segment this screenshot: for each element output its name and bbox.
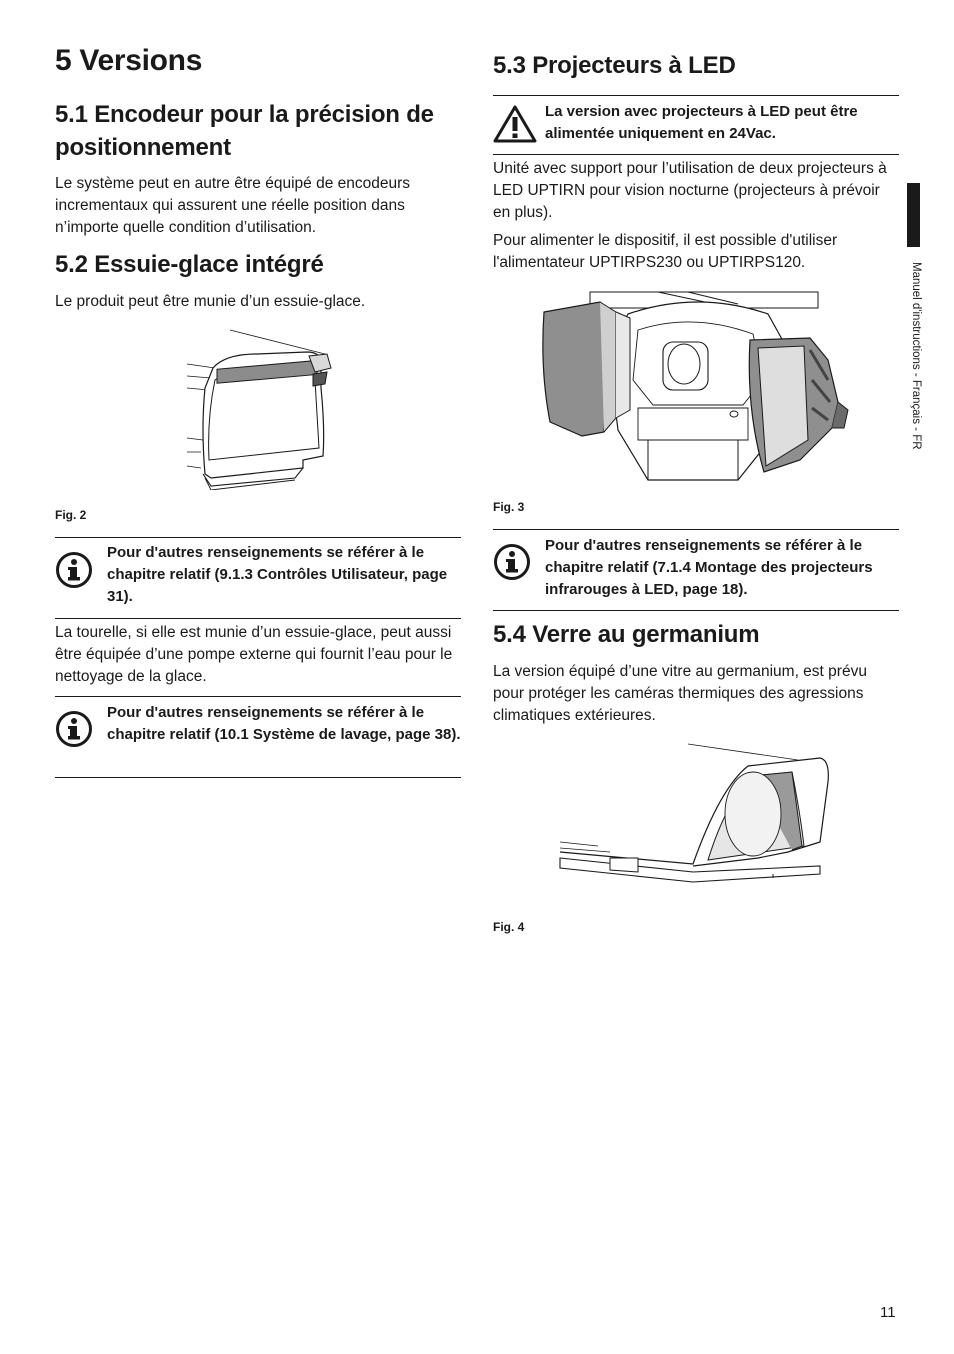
sidebar-vertical-text: Manuel d'instructions - Français - FR bbox=[910, 262, 922, 450]
info-icon bbox=[55, 710, 93, 748]
section-5-4-heading: 5.4 Verre au germanium bbox=[493, 621, 760, 648]
figure-led-projectors bbox=[538, 290, 856, 484]
figure-germanium bbox=[558, 742, 832, 884]
section-5-4-text: La version équipé d’une vitre au germanium, est prévu pour protéger les caméras thermiques des agressions climatiques extérieures. bbox=[493, 663, 867, 724]
warning-note bbox=[493, 95, 899, 155]
warning-icon bbox=[493, 104, 537, 144]
section-5-2-text: Le produit peut être munie d’un essuie-glace. bbox=[55, 293, 366, 310]
section-5-1-heading: 5.1 Encodeur pour la précision de positionnement bbox=[55, 101, 434, 161]
section-5-3-text-2: Pour alimenter le dispositif, il est possible d'utiliser l'alimentateur UPTIRPS230 ou UPTIRPS120. bbox=[493, 232, 838, 271]
section-5-1-text: Le système peut en autre être équipé de encodeurs incrementaux qui assurent une réelle position dans n’importe quelle condition d’utilisation. bbox=[55, 175, 411, 236]
page-number: 11 bbox=[880, 1304, 896, 1321]
section-5-2 bbox=[55, 248, 463, 313]
section-5-2-text-2: La tourelle, si elle est munie d’un essuie-glace, peut aussi être équipée d’une pompe externe qui fournit l’eau pour le nettoyage de la glace. bbox=[55, 624, 453, 685]
section-5-2-heading: 5.2 Essuie-glace intégré bbox=[55, 251, 324, 278]
chapter-tab-marker bbox=[907, 183, 920, 247]
figure-wiper bbox=[185, 328, 335, 490]
page-title: 5 Versions bbox=[55, 44, 203, 77]
info-note-3 bbox=[493, 529, 899, 611]
info-note-1-text: Pour d'autres renseignements se référer à le chapitre relatif (9.1.3 Contrôles Utilisateur, page 31). bbox=[107, 544, 448, 605]
section-5-3-heading: 5.3 Projecteurs à LED bbox=[493, 52, 736, 79]
section-5-3-text-1: Unité avec support pour l’utilisation de deux projecteurs à LED UPTIRN pour vision nocturne (projecteurs à prévoir en plus). bbox=[493, 160, 887, 221]
info-note-2 bbox=[55, 696, 461, 778]
fig-3-label: Fig. 3 bbox=[493, 500, 525, 514]
warning-note-text: La version avec projecteurs à LED peut être alimentée uniquement en 24Vac. bbox=[545, 103, 858, 142]
fig-2-label: Fig. 2 bbox=[55, 508, 87, 522]
info-note-1 bbox=[55, 537, 461, 619]
fig-4-label: Fig. 4 bbox=[493, 920, 525, 934]
section-5-1 bbox=[55, 98, 463, 239]
info-note-2-text: Pour d'autres renseignements se référer à le chapitre relatif (10.1 Système de lavage, page 38). bbox=[107, 704, 461, 743]
info-icon bbox=[493, 543, 531, 581]
info-icon bbox=[55, 551, 93, 589]
info-note-3-text: Pour d'autres renseignements se référer à le chapitre relatif (7.1.4 Montage des projecteurs infrarouges à LED, page 18). bbox=[545, 537, 873, 598]
